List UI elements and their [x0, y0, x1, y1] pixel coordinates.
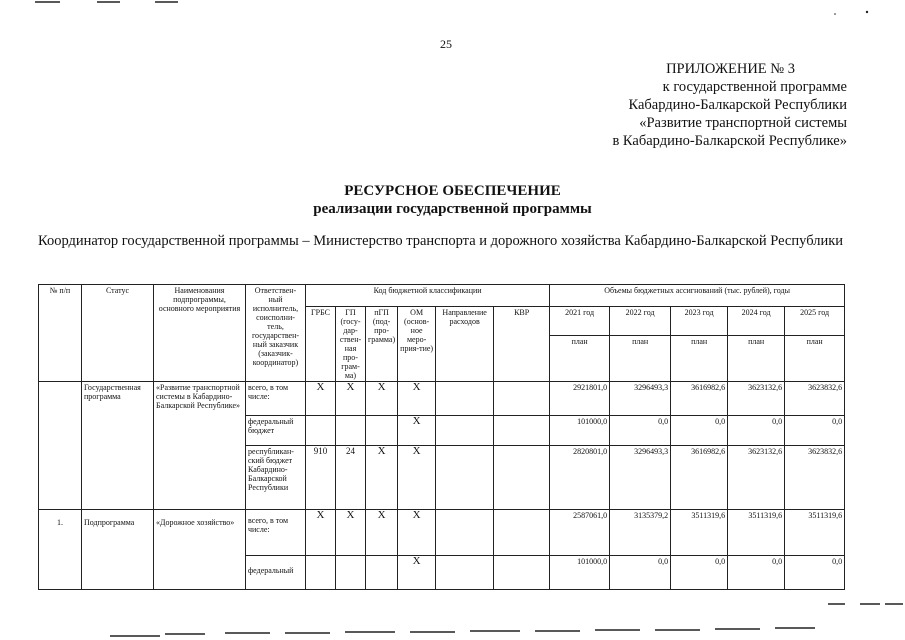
- cell-grbs: [306, 416, 336, 446]
- cell-value: 3135379,2: [610, 510, 671, 556]
- header-plan: план: [728, 336, 785, 382]
- row-number: 1.: [39, 510, 82, 590]
- header-plan: план: [610, 336, 671, 382]
- cell-value: 0,0: [610, 416, 671, 446]
- row-status: Государственная программа: [82, 382, 154, 510]
- cell-om: Х: [398, 416, 436, 446]
- cell-value: 3296493,3: [610, 382, 671, 416]
- appendix-line: «Развитие транспортной системы: [639, 115, 847, 131]
- header-pgp: пГП (под-про-грамма): [366, 307, 398, 382]
- appendix-line: в Кабардино-Балкарской Республике»: [612, 133, 847, 149]
- cell-value: 3296493,3: [610, 446, 671, 510]
- cell-value: 3511319,6: [671, 510, 728, 556]
- scan-dot: [834, 13, 836, 15]
- row-executor: всего, в том числе:: [246, 382, 306, 416]
- cell-direction: [436, 556, 494, 590]
- row-name: «Дорожное хозяйство»: [154, 510, 246, 590]
- cell-grbs: Х: [306, 510, 336, 556]
- cell-grbs: Х: [306, 382, 336, 416]
- cell-value: 0,0: [610, 556, 671, 590]
- header-plan: план: [671, 336, 728, 382]
- header-plan: план: [785, 336, 845, 382]
- cell-grbs: 910: [306, 446, 336, 510]
- header-budget-code: Код бюджетной классификации: [306, 285, 550, 307]
- cell-value: 3511319,6: [728, 510, 785, 556]
- cell-direction: [436, 446, 494, 510]
- header-year: 2021 год: [550, 307, 610, 336]
- page-number: 25: [440, 37, 452, 51]
- cell-value: 3623832,6: [785, 382, 845, 416]
- row-executor: всего, в том числе:: [246, 510, 306, 556]
- document-title-main: РЕСУРСНОЕ ОБЕСПЕЧЕНИЕ: [344, 183, 561, 199]
- cell-om: Х: [398, 556, 436, 590]
- header-status: Статус: [82, 285, 154, 382]
- cell-kvr: [494, 510, 550, 556]
- cell-value: 3623832,6: [785, 446, 845, 510]
- table-row: [39, 510, 845, 556]
- cell-value: 2921801,0: [550, 382, 610, 416]
- header-plan: план: [550, 336, 610, 382]
- header-grbs: ГРБС: [306, 307, 336, 382]
- row-status: Подпрограмма: [82, 510, 154, 590]
- resource-table: [38, 284, 845, 590]
- header-gp: ГП (госу-дар-ствен-ная про-грам-ма): [336, 307, 366, 382]
- cell-pgp: [366, 416, 398, 446]
- header-executor: Ответствен-ный исполнитель, соисполни-тель, государствен-ный заказчик (заказчик-координатор): [246, 285, 306, 382]
- cell-direction: [436, 382, 494, 416]
- cell-kvr: [494, 556, 550, 590]
- cell-pgp: Х: [366, 382, 398, 416]
- cell-value: 2587061,0: [550, 510, 610, 556]
- cell-gp: Х: [336, 510, 366, 556]
- cell-value: 2820801,0: [550, 446, 610, 510]
- header-kvr: КВР: [494, 307, 550, 382]
- cell-value: 0,0: [785, 556, 845, 590]
- cell-kvr: [494, 446, 550, 510]
- row-number: [39, 382, 82, 510]
- appendix-title: ПРИЛОЖЕНИЕ № 3: [666, 61, 795, 77]
- header-om: ОМ (основ-ное меро-прия-тие): [398, 307, 436, 382]
- cell-value: 101000,0: [550, 416, 610, 446]
- cell-value: 0,0: [728, 416, 785, 446]
- row-executor: федеральный: [246, 556, 306, 590]
- cell-om: Х: [398, 510, 436, 556]
- appendix-line: к государственной программе: [662, 79, 847, 95]
- appendix-line: Кабардино-Балкарской Республики: [628, 97, 847, 113]
- cell-value: 3623132,6: [728, 446, 785, 510]
- cell-kvr: [494, 416, 550, 446]
- cell-direction: [436, 416, 494, 446]
- header-no: № п/п: [39, 285, 82, 382]
- cell-gp: [336, 416, 366, 446]
- header-year: 2025 год: [785, 307, 845, 336]
- cell-grbs: [306, 556, 336, 590]
- cell-value: 3511319,6: [785, 510, 845, 556]
- header-year: 2022 год: [610, 307, 671, 336]
- cell-gp: 24: [336, 446, 366, 510]
- cell-om: Х: [398, 446, 436, 510]
- cell-value: 3616982,6: [671, 382, 728, 416]
- header-year: 2023 год: [671, 307, 728, 336]
- header-direction: Направление расходов: [436, 307, 494, 382]
- cell-pgp: Х: [366, 446, 398, 510]
- cell-value: 3616982,6: [671, 446, 728, 510]
- table-row: [39, 382, 845, 416]
- cell-value: 0,0: [728, 556, 785, 590]
- cell-value: 101000,0: [550, 556, 610, 590]
- cell-pgp: [366, 556, 398, 590]
- header-name: Наименования подпрограммы, основного мероприятия: [154, 285, 246, 382]
- appendix-header: [612, 60, 847, 150]
- header-volumes: Объемы бюджетных ассигнований (тыс. рублей), годы: [550, 285, 845, 307]
- cell-kvr: [494, 382, 550, 416]
- document-title-sub: реализации государственной программы: [313, 201, 592, 217]
- cell-direction: [436, 510, 494, 556]
- cell-value: 3623132,6: [728, 382, 785, 416]
- cell-value: 0,0: [671, 416, 728, 446]
- row-executor: республикан-ский бюджет Кабардино-Балкарской Республики: [246, 446, 306, 510]
- coordinator-text: Координатор государственной программы – Министерство транспорта и дорожного хозяйства Кабардино-Балкарской Республики: [38, 233, 844, 249]
- cell-gp: Х: [336, 382, 366, 416]
- cell-value: 0,0: [785, 416, 845, 446]
- row-name: «Развитие транспортной системы в Кабардино-Балкарской Республике»: [154, 382, 246, 510]
- cell-pgp: Х: [366, 510, 398, 556]
- document-title: [0, 182, 905, 218]
- header-year: 2024 год: [728, 307, 785, 336]
- row-executor: федеральный бюджет: [246, 416, 306, 446]
- scan-dot: [866, 11, 868, 13]
- cell-om: Х: [398, 382, 436, 416]
- cell-gp: [336, 556, 366, 590]
- cell-value: 0,0: [671, 556, 728, 590]
